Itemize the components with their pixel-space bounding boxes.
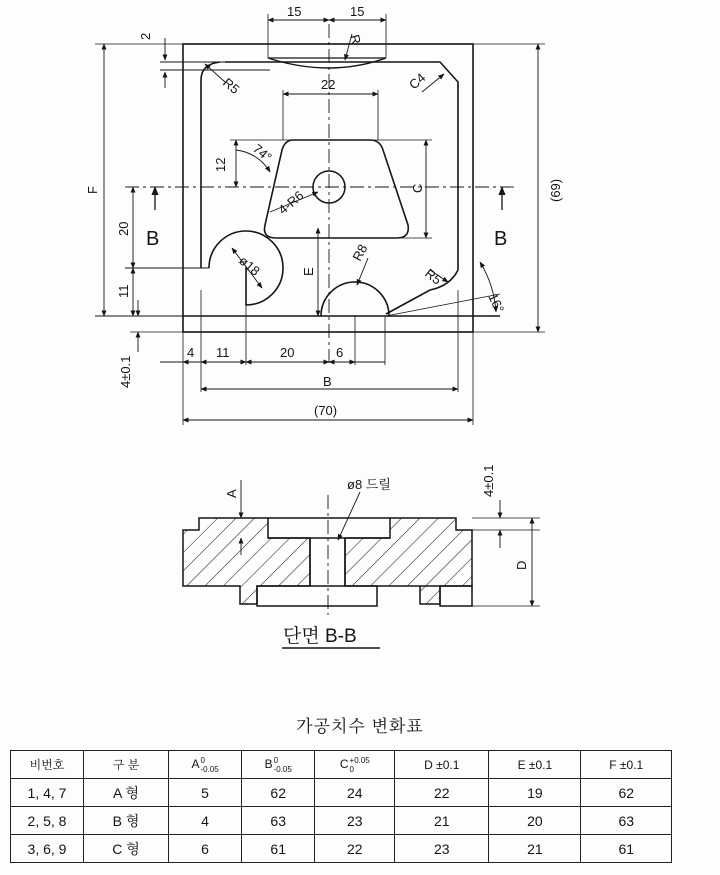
table-row: [11, 835, 672, 863]
top-groove: [268, 58, 386, 68]
dim-c4: C4: [405, 69, 429, 93]
cell-d: 23: [395, 835, 489, 863]
dim-r-top: R: [347, 32, 365, 46]
dimension-variation-table: [10, 750, 672, 863]
table-title: 가공치수 변화표: [296, 717, 424, 736]
dim-70: (70): [314, 403, 338, 418]
cell-part-no: 2, 5, 8: [11, 807, 84, 835]
dim-15-left: 15: [287, 4, 302, 19]
section-right-hatch: [345, 518, 472, 604]
plan-view: [95, 14, 545, 425]
section-title: 단면 B-B: [283, 626, 357, 647]
header-c: C +0.05 0: [315, 751, 395, 779]
cell-e: 20: [489, 807, 581, 835]
dim-phi18: ø18: [236, 252, 263, 279]
header-type: 구 분: [84, 751, 169, 779]
cell-c: 24: [315, 779, 395, 807]
dim-4-tol-left: 4±0.1: [118, 355, 133, 388]
cell-part-no: 1, 4, 7: [11, 779, 84, 807]
section-bottom-right-boss: [440, 586, 472, 606]
dim-b: B: [323, 374, 332, 389]
header-f: F ±0.1: [581, 751, 672, 779]
table-row: [11, 779, 672, 807]
cell-b: 61: [242, 835, 315, 863]
cell-a: 6: [169, 835, 242, 863]
cell-type: A 형: [84, 779, 169, 807]
cell-a: 4: [169, 807, 242, 835]
cell-c: 23: [315, 807, 395, 835]
dim-angle-16: 16°: [485, 290, 508, 316]
dim-4-r6: 4-R6: [275, 187, 307, 218]
table-row: [11, 807, 672, 835]
cell-c: 22: [315, 835, 395, 863]
cell-f: 63: [581, 807, 672, 835]
dim-e: E: [301, 267, 316, 276]
header-part-no: 비번호: [11, 751, 84, 779]
dim-6-bottom: 6: [336, 345, 344, 360]
dim-4-bottom: 4: [187, 345, 195, 360]
dim-69: (69): [548, 178, 563, 202]
cell-type: C 형: [84, 835, 169, 863]
dim-11-bottom: 11: [216, 345, 230, 360]
table-header-row: [11, 751, 672, 779]
header-e: E ±0.1: [489, 751, 581, 779]
dim-20-left: 20: [116, 221, 131, 236]
dim-r5-bottom: R5: [422, 265, 445, 288]
dim-r8: R8: [349, 241, 371, 264]
dim-15-right: 15: [350, 4, 365, 19]
cell-b: 63: [242, 807, 315, 835]
center-trapezoid-pocket: [264, 140, 408, 238]
r8-arc: [321, 282, 389, 316]
cell-e: 21: [489, 835, 581, 863]
section-marker-left: B: [146, 228, 160, 250]
cell-d: 22: [395, 779, 489, 807]
cell-b: 62: [242, 779, 315, 807]
section-view: [183, 480, 540, 648]
dim-4-tol-section: 4±0.1: [481, 464, 496, 497]
dim-a: A: [224, 489, 239, 498]
dim-r5-top: R5: [220, 74, 243, 97]
dim-12: 12: [213, 157, 228, 172]
cell-f: 62: [581, 779, 672, 807]
dim-2: 2: [138, 32, 153, 40]
header-b: B 0 -0.05: [242, 751, 315, 779]
dim-angle-74: 74°: [250, 140, 275, 165]
cell-d: 21: [395, 807, 489, 835]
section-bottom-left-boss: [257, 586, 377, 606]
cell-a: 5: [169, 779, 242, 807]
cell-type: B 형: [84, 807, 169, 835]
cell-f: 61: [581, 835, 672, 863]
cell-part-no: 3, 6, 9: [11, 835, 84, 863]
dim-f: F: [85, 186, 100, 194]
plan-view-labels: [85, 4, 563, 418]
cell-e: 19: [489, 779, 581, 807]
dim-22: 22: [321, 77, 336, 92]
dim-11-left: 11: [116, 284, 131, 298]
dim-d: D: [514, 560, 529, 570]
drill-note: ø8 드릴: [347, 477, 391, 492]
section-left-hatch: [183, 518, 310, 604]
dim-c: C: [410, 183, 425, 193]
dim-20-bottom: 20: [280, 345, 295, 360]
header-d: D ±0.1: [395, 751, 489, 779]
header-a: A 0 -0.05: [169, 751, 242, 779]
section-marker-right: B: [494, 228, 508, 250]
